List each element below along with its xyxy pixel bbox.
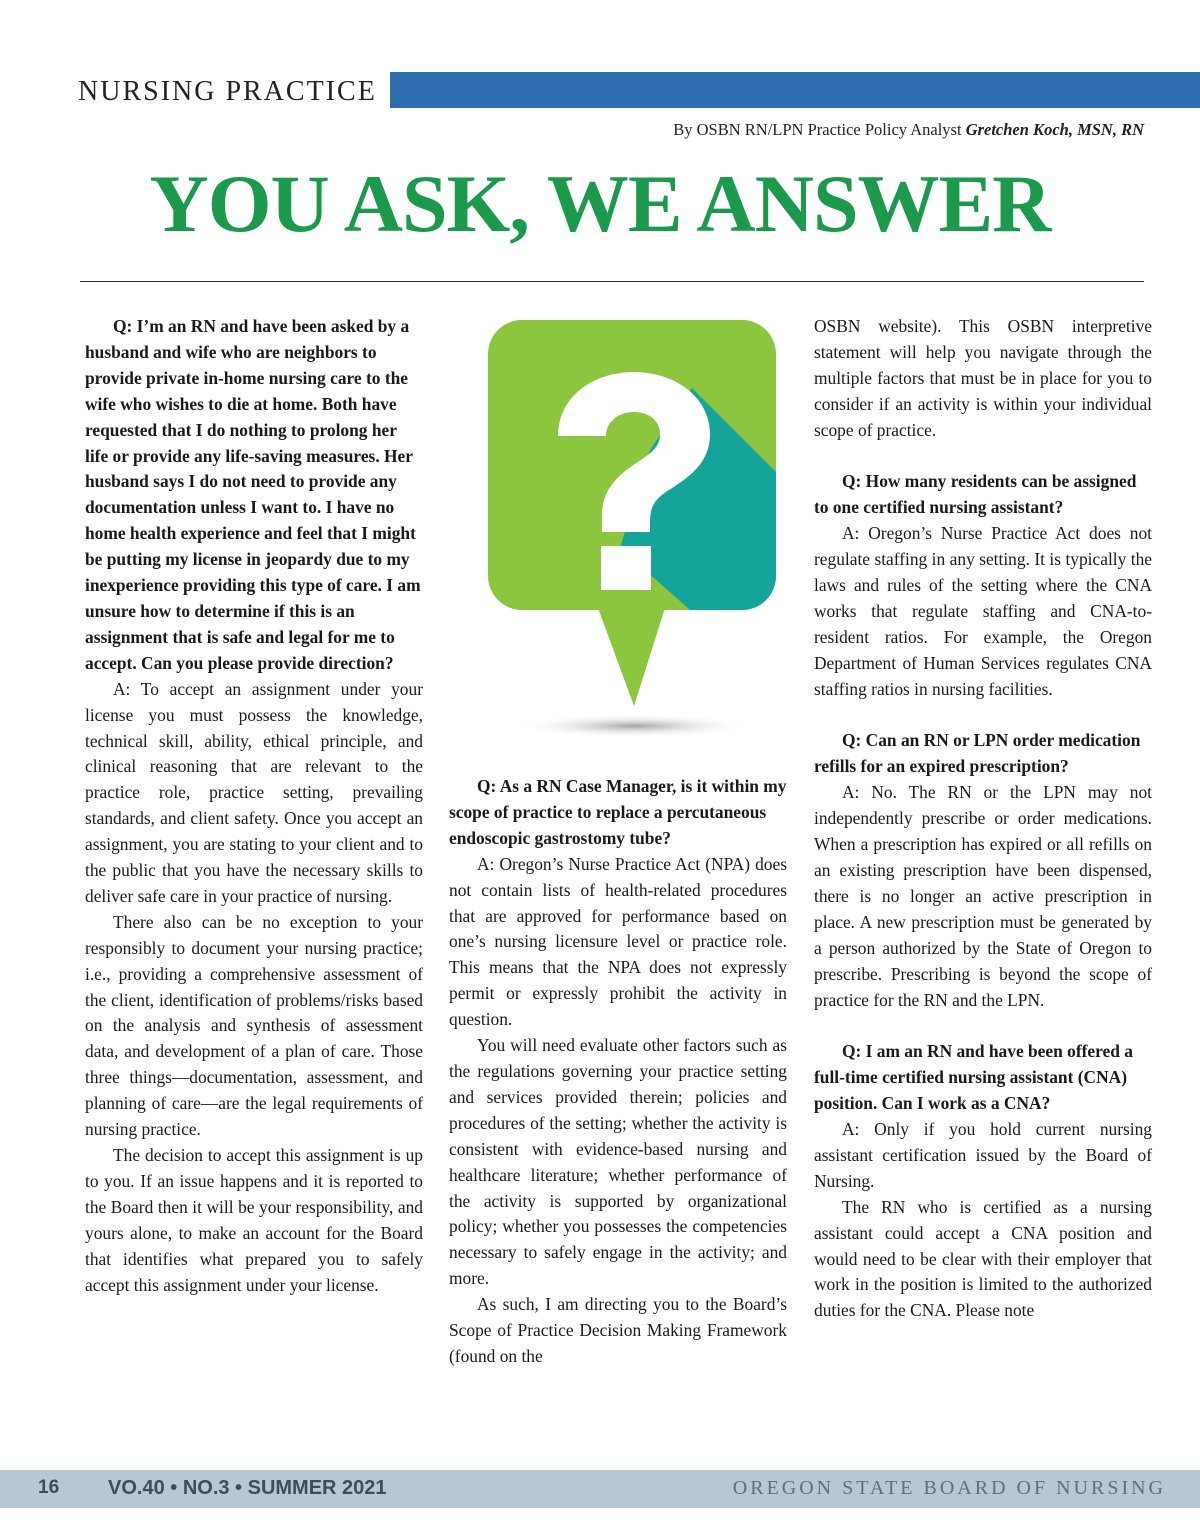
section-label: NURSING PRACTICE: [78, 76, 377, 107]
answer-2-paragraph-1: A: Oregon’s Nurse Practice Act (NPA) does not contain lists of health-related procedures that are approved for performance based on one’s nursing licensure level or practice role. This means that the NPA does not expressly permit or expressly prohibit the activity in question.: [449, 853, 787, 1030]
question-3: Q: How many residents can be assigned to one certified nursing assistant?: [814, 471, 1137, 518]
question-mark-dot: [601, 546, 651, 590]
answer-4: A: No. The RN or the LPN may not independently prescribe or order medications. When a prescription has expired or all refills on an existing prescription have been dispensed, there is no longer an active prescription in place. A new prescription must be generated by a person authorized by the State of Oregon to prescribe. Prescribing is beyond the scope of practice for the RN and the LPN.: [814, 782, 1152, 1010]
byline-prefix: By OSBN RN/LPN Practice Policy Analyst: [673, 120, 966, 139]
column-3: [814, 314, 1152, 1324]
page-title: YOU ASK, WE ANSWER: [149, 158, 1051, 249]
byline: [673, 120, 1144, 140]
answer-1-paragraph-2: There also can be no exception to your responsibly to document your nursing practice; i.e., providing a comprehensive assessment of the client, identification of problems/risks based on the analysis and synthesis of assessment data, and development of a plan of care. Those three things—documentation, assessment, and planning of care—are the legal requirements of nursing practice.: [85, 911, 423, 1140]
answer-3: A: Oregon’s Nurse Practice Act does not regulate staffing in any setting. It is typically the laws and rules of the setting where the CNA works that regulate staffing and CNA-to-resident ratios. For example, the Oregon Department of Human Services regulates CNA staffing ratios in nursing facilities.: [814, 523, 1152, 699]
question-5: Q: I am an RN and have been offered a full-time certified nursing assistant (CNA) position. Can I work as a CNA?: [814, 1041, 1133, 1114]
question-4: Q: Can an RN or LPN order medication refills for an expired prescription?: [814, 730, 1141, 777]
publisher-name: OREGON STATE BOARD OF NURSING: [732, 1477, 1166, 1499]
answer-2-paragraph-3: As such, I am directing you to the Board’s Scope of Practice Decision Making Framework (found on the: [449, 1294, 787, 1366]
bubble-pointer: [598, 608, 665, 706]
question-2: Q: As a RN Case Manager, is it within my scope of practice to replace a percutaneous endoscopic gastrostomy tube?: [449, 776, 787, 848]
page-number: 16: [38, 1477, 60, 1498]
answer-2-paragraph-2: You will need evaluate other factors such as the regulations governing your practice setting and services provided therein; policies and procedures of the setting; whether the activity is consistent with evidence-based nursing and healthcare literature; whether performance of the activity is supported by organizational policy; whether you possesses the competencies necessary to safely engage in the activity; and more.: [449, 1035, 787, 1289]
answer-1-paragraph-3: The decision to accept this assignment is up to you. If an issue happens and it is reported to the Board then it will be your responsibility, and yours alone, to make an account for the Board that identifies what prepared you to safely accept this assignment under your license.: [85, 1145, 423, 1295]
answer-5-paragraph-2: The RN who is certified as a nursing assistant could accept a CNA position and would need to be clear with their employer that work in the position is limited to the authorized duties for the CNA. Please note: [814, 1196, 1152, 1321]
column-1: [85, 314, 423, 1298]
question-mark-speech-bubble-icon: [470, 310, 800, 750]
question-bubble-graphic: [470, 310, 800, 750]
drop-shadow: [514, 714, 754, 738]
title-divider: [80, 281, 1144, 282]
answer-1-paragraph-1: A: To accept an assignment under your license you must possess the knowledge, technical skill, ability, ethical principle, and clinical reasoning that are relevant to the practice role, practice setting, prevailing standards, and client safety. Once you accept an assignment, you are stating to your client and to the public that you have the necessary skills to deliver safe care in your practice of nursing.: [85, 678, 423, 906]
answer-2-continuation: OSBN website). This OSBN interpretive statement will help you navigate through the multiple factors that must be in place for you to consider if an activity is within your individual scope of practice.: [814, 316, 1152, 440]
question-1: Q: I’m an RN and have been asked by a husband and wife who are neighbors to provide private in-home nursing care to the wife who wishes to die at home. Both have requested that I do nothing to prolong her life or provide any life-saving measures. Her husband says I do not need to provide any documentation unless I want to. I have no home health experience and feel that I might be putting my license in jeopardy due to my inexperience providing this type of care. I am unsure how to determine if this is an assignment that is safe and legal for me to accept. Can you please provide direction?: [85, 316, 421, 673]
answer-5-paragraph-1: A: Only if you hold current nursing assistant certification issued by the Board of Nursing.: [814, 1119, 1152, 1191]
section-bar: [390, 72, 1200, 108]
issue-info: VO.40 • NO.3 • SUMMER 2021: [108, 1477, 387, 1499]
author-name: Gretchen Koch, MSN, RN: [965, 120, 1144, 139]
column-2: [449, 774, 787, 1370]
